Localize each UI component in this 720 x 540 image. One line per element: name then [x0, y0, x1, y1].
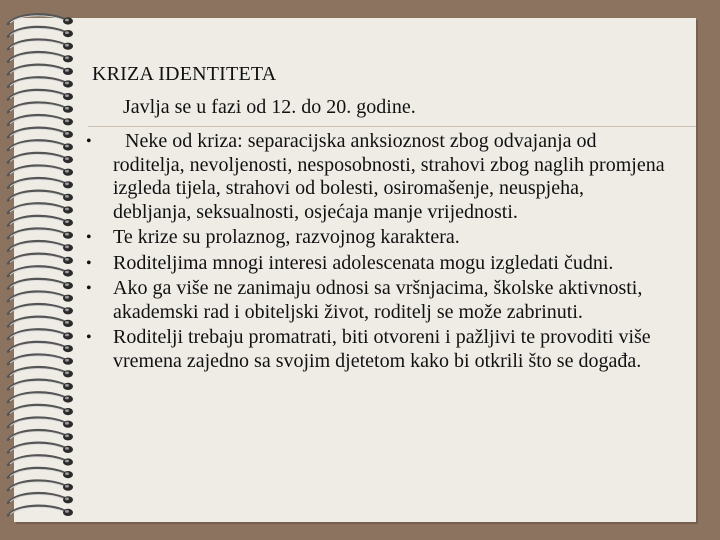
binding-ring — [8, 254, 73, 264]
list-item — [86, 226, 666, 250]
binding-ring — [8, 304, 73, 314]
divider — [88, 126, 696, 127]
binding-ring — [8, 405, 73, 415]
binding-ring — [8, 140, 73, 150]
list-item — [86, 326, 666, 373]
bullet-text: Roditeljima mnogi interesi adolescenata mogu izgledati čudni. — [113, 251, 614, 274]
binding-ring — [8, 90, 73, 100]
list-item — [86, 130, 666, 224]
binding-ring — [8, 77, 73, 87]
bullet-icon: • — [86, 280, 92, 297]
binding-ring — [8, 367, 73, 377]
slide-title: KRIZA IDENTITETA — [92, 63, 277, 85]
bullet-text: Neke od kriza: separacijska anksioznost zbog odvajanja od roditelja, nevoljenosti, nesposobnosti, strahovi zbog naglih promjena izgleda tijela, strahovi od bolesti, osiromašenje, neuspjeha, debljanja, seksualnosti, osjećaja manje vrijednosti. — [113, 130, 665, 223]
binding-ring — [8, 103, 73, 113]
binding-ring — [8, 229, 73, 239]
binding-ring — [8, 166, 73, 176]
binding-ring — [8, 455, 73, 465]
binding-ring — [8, 279, 73, 289]
binding-ring — [8, 241, 73, 251]
binding-ring — [8, 266, 73, 276]
binding-ring — [8, 40, 73, 50]
binding-ring — [8, 355, 73, 365]
binding-ring — [8, 493, 73, 503]
binding-ring — [8, 14, 73, 24]
list-item — [86, 252, 666, 276]
binding-ring — [8, 178, 73, 188]
binding-ring — [8, 191, 73, 201]
binding-ring — [8, 216, 73, 226]
bullet-icon: • — [86, 229, 92, 246]
bullet-icon: • — [86, 329, 92, 346]
binding-ring — [8, 418, 73, 428]
bullet-icon: • — [86, 133, 92, 150]
binding-ring — [8, 317, 73, 327]
binding-ring — [8, 481, 73, 491]
binding-ring — [8, 115, 73, 125]
bullet-list — [86, 130, 666, 375]
binding-ring — [8, 329, 73, 339]
binding-ring — [8, 506, 73, 516]
bullet-icon: • — [86, 254, 92, 272]
bullet-text: Te krize su prolaznog, razvojnog karaktera. — [113, 226, 460, 248]
binding-ring — [8, 65, 73, 75]
binding-ring — [8, 153, 73, 163]
binding-ring — [8, 27, 73, 37]
binding-ring — [8, 392, 73, 402]
binding-ring — [8, 342, 73, 352]
binding-ring — [8, 292, 73, 302]
binding-ring — [8, 443, 73, 453]
binding-ring — [8, 203, 73, 213]
spiral-binding-icon — [0, 10, 80, 530]
binding-ring — [8, 468, 73, 478]
list-item — [86, 277, 666, 324]
binding-ring — [8, 128, 73, 138]
slide-subtitle: Javlja se u fazi od 12. do 20. godine. — [123, 96, 416, 118]
bullet-text: Roditelji trebaju promatrati, biti otvoreni i pažljivi te provoditi više vremena zajedno sa svojim djetetom kako bi otkrili što se događa. — [113, 326, 651, 372]
bullet-text: Ako ga više ne zanimaju odnosi sa vršnjacima, školske aktivnosti, akademski rad i obiteljski život, roditelj se može zabrinuti. — [113, 277, 643, 323]
binding-ring — [8, 430, 73, 440]
binding-ring — [8, 380, 73, 390]
binding-ring — [8, 52, 73, 62]
